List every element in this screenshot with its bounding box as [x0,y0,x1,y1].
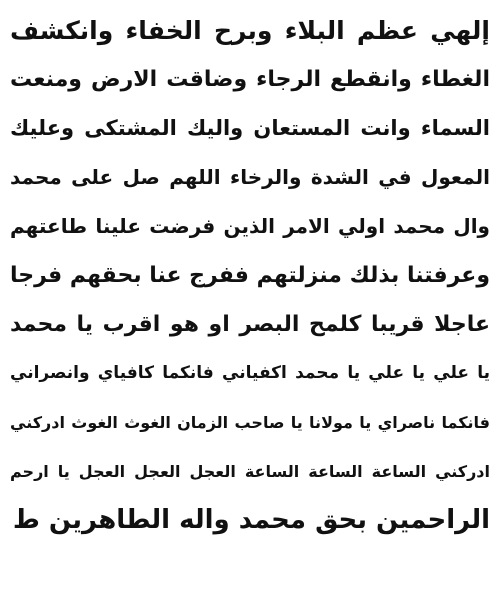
prayer-text [10,6,490,545]
text-line-6: وعرفتنا بذلك منزلتهم ففرج عنا بحقهم فرجا [10,263,490,288]
text-line-2: الغطاء وانقطع الرجاء وضاقت الارض ومنعت [10,67,490,92]
text-line-8: يا علي يا علي يا محمد اكفياني فانكما كافياي وانصراني [10,363,490,383]
text-line-5: وال محمد اولي الامر الذين فرضت علينا طاعتهم [10,214,490,238]
text-line-9: فانكما ناصراي يا مولانا يا صاحب الزمان الغوث الغوث ادركني [10,413,490,432]
text-line-10: ادركني الساعة الساعة الساعة العجل العجل العجل يا ارحم [10,462,490,481]
text-line-3: السماء وانت المستعان واليك المشتكى وعليك [10,116,490,140]
text-line-11: الراحمين بحق محمد واله الطاهرين ﻁ [12,505,490,535]
text-line-4: المعول في الشدة والرخاء اللهم صل على محمد [10,165,490,189]
text-line-7: عاجلا قريبا كلمح البصر او هو اقرب يا محمد [10,312,490,337]
text-line-1: إلهي عظم البلاء وبرح الخفاء وانكشف [10,16,490,45]
